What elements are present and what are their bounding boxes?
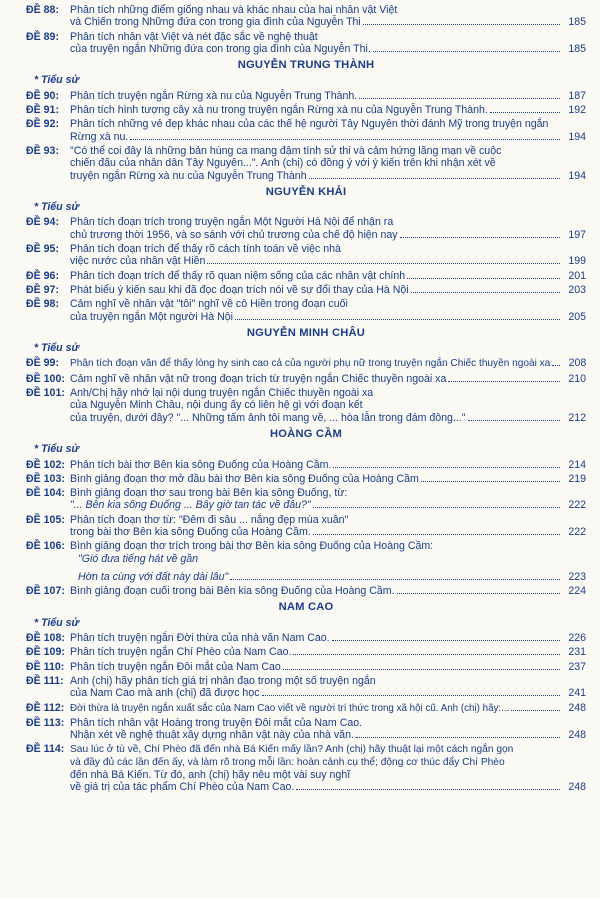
entry-text: trong bài thơ Bên kia sông Đuống của Hoàng Cầm. xyxy=(70,525,311,538)
entry-text: Phân tích bài thơ Bên kia sông Đuống của Hoàng Cầm. xyxy=(70,458,332,471)
entry-text: chủ trương thời 1956, và so sánh với chủ trương của chế độ hiện nay xyxy=(70,228,398,241)
page-number: 187 xyxy=(568,89,586,102)
toc-entry-92[interactable] xyxy=(26,118,586,143)
entry-number: ĐỀ 92: xyxy=(26,118,59,131)
page-number: 226 xyxy=(568,632,586,645)
toc-entry-105[interactable] xyxy=(26,514,586,539)
entry-text: Phân tích nhân vật Hoàng trong truyện Đôi mắt của Nam Cao. xyxy=(70,716,363,729)
entry-text: "Có thể coi đây là những bản hùng ca mang đậm tính sử thi và cảm hứng lãng mạn về cuộc xyxy=(70,144,502,157)
dot-leader xyxy=(468,420,560,421)
entry-number: ĐỀ 111: xyxy=(26,674,64,687)
toc-entry-96[interactable] xyxy=(26,270,586,282)
page-number: 222 xyxy=(568,525,586,538)
toc-entry-103[interactable] xyxy=(26,473,586,485)
page-number: 194 xyxy=(568,130,586,143)
entry-number: ĐỀ 93: xyxy=(26,144,59,157)
toc-entry-90[interactable] xyxy=(26,90,586,102)
entry-text: Bình giảng đoạn thơ mở đầu bài thơ Bên kia sông Đuống của Hoàng Cầm xyxy=(70,472,419,485)
dot-leader xyxy=(411,292,560,293)
toc-entry-99[interactable] xyxy=(26,357,586,370)
dot-leader xyxy=(313,507,560,508)
author-heading: NAM CAO xyxy=(278,601,334,614)
page-number: 248 xyxy=(568,701,586,714)
entry-number: ĐỀ 101: xyxy=(26,387,65,400)
dot-leader xyxy=(293,654,560,655)
entry-text: và Chiến trong Những đứa con trong gia đình của Nguyễn Thi xyxy=(70,16,361,29)
toc-entry-94[interactable] xyxy=(26,216,586,241)
entry-number: ĐỀ 94: xyxy=(26,216,59,229)
entry-text: Cảm nghĩ về nhân vật nữ trong đoạn trích từ truyện ngắn Chiếc thuyền ngoài xa xyxy=(70,372,447,385)
entry-text: Phân tích nhân vật Việt và nét đặc sắc về nghệ thuật xyxy=(70,30,318,43)
page-number: 185 xyxy=(568,16,586,29)
toc-entry-113[interactable] xyxy=(26,717,586,742)
toc-entry-114[interactable] xyxy=(26,743,586,793)
toc-entry-107[interactable] xyxy=(26,585,586,597)
dot-leader xyxy=(283,669,560,670)
entry-text: Phân tích truyện ngắn Rừng xà nu của Nguyễn Trung Thành. xyxy=(70,89,358,102)
toc-entry-108[interactable] xyxy=(26,632,586,644)
toc-entry-109[interactable] xyxy=(26,646,586,658)
entry-text: Phân tích đoạn thơ từ: "Đêm đi sâu ... nắng đẹp mùa xuân" xyxy=(70,513,349,526)
toc-entry-104[interactable] xyxy=(26,487,586,512)
dot-leader xyxy=(333,467,560,468)
biography-label[interactable]: * Tiểu sử xyxy=(34,342,80,355)
entry-text: Anh/Chị hãy nhớ lại nội dung truyện ngắn Chiếc thuyền ngoài xa xyxy=(70,387,374,400)
page-number: 185 xyxy=(568,42,586,55)
entry-number: ĐỀ 112: xyxy=(26,701,65,714)
toc-entry-89[interactable] xyxy=(26,31,586,56)
entry-text: Anh (chị) hãy phân tích giá trị nhân đạo trong một số truyện ngắn xyxy=(70,674,376,687)
toc-entry-93[interactable] xyxy=(26,145,586,182)
entry-number: ĐỀ 114: xyxy=(26,743,65,756)
entry-text: Phân tích đoạn trích trong truyện ngắn Một Người Hà Nội để nhận ra xyxy=(70,216,394,229)
page-number: 208 xyxy=(568,357,587,370)
entry-number: ĐỀ 96: xyxy=(26,269,59,282)
dot-leader xyxy=(262,695,560,696)
dot-leader xyxy=(552,365,560,366)
entry-number: ĐỀ 90: xyxy=(26,89,59,102)
entry-text: Nhận xét về nghệ thuật xây dựng nhân vật này của nhà văn. xyxy=(70,729,354,742)
entry-number: ĐỀ 102: xyxy=(26,458,65,471)
dot-leader xyxy=(207,263,560,264)
toc-entry-110[interactable] xyxy=(26,661,586,673)
biography-label[interactable]: * Tiểu sử xyxy=(34,74,80,87)
dot-leader xyxy=(511,710,560,711)
dot-leader xyxy=(296,789,560,790)
page-number: 199 xyxy=(568,255,586,268)
entry-text: Phân tích đoạn văn để thấy lòng hy sinh cao cả của người phụ nữ trong truyện ngắn Chiếc thuyền ngoài xa xyxy=(70,358,551,370)
entry-number: ĐỀ 104: xyxy=(26,487,65,500)
entry-text: truyện ngắn Rừng xà nu của Nguyễn Trung Thành xyxy=(70,169,307,182)
author-heading: HOÀNG CẦM xyxy=(269,427,343,440)
entry-text: của truyện ngắn Một người Hà Nội xyxy=(70,310,234,323)
dot-leader xyxy=(313,534,560,535)
dot-leader xyxy=(130,139,560,140)
dot-leader xyxy=(373,51,560,52)
entry-text: Bình giảng đoạn thơ sau trong bài Bên kia sông Đuống, từ: xyxy=(70,487,348,500)
entry-text: Phân tích những điểm giống nhau và khác nhau của hai nhân vật Việt xyxy=(70,4,398,16)
entry-text: của truyện, dưới đây? "... Những tấm ảnh tôi mang về, ... hòa lẫn trong đám đông..." xyxy=(70,411,466,424)
entry-text: Phân tích đoạn trích để thấy rõ quan niệm sống của các nhân vật chính xyxy=(70,269,406,282)
page-number: 192 xyxy=(568,104,586,117)
entry-text: Phân tích đoạn trích để thấy rõ cách tính toán về việc nhà xyxy=(70,243,341,256)
entry-text: Phân tích hình tượng cây xà nu trong truyện ngắn Rừng xà nu của Nguyễn Trung Thành. xyxy=(70,104,488,117)
page-number: 222 xyxy=(568,499,586,512)
page-number: 223 xyxy=(568,570,586,583)
dot-leader xyxy=(407,278,560,279)
page-number: 197 xyxy=(568,228,586,241)
entry-text: về giá trị của tác phẩm Chí Phèo của Nam Cao. xyxy=(70,781,295,794)
page-number: 212 xyxy=(568,411,586,424)
entry-text: Rừng xà nu. xyxy=(70,130,129,143)
entry-text: Bình giảng đoạn thơ trích trong bài thơ Bên kia sông Đuống của Hoàng Cầm: xyxy=(70,540,434,553)
page-number: 248 xyxy=(568,729,586,742)
entry-text: của Nam Cao mà anh (chị) đã được học xyxy=(70,687,260,700)
entry-text: Phát biểu ý kiến sau khi đã đọc đoạn trích nói về sự đổi thay của Hà Nội xyxy=(70,283,409,296)
entry-text: Cảm nghĩ về nhân vật "tôi" nghĩ về cô Hiền trong đoạn cuối xyxy=(70,298,348,311)
page-number: 224 xyxy=(568,585,586,598)
toc-entry-112[interactable] xyxy=(26,702,586,715)
entry-number: ĐỀ 95: xyxy=(26,243,59,256)
entry-text: Phân tích những vẻ đẹp khác nhau của các thế hệ người Tây Nguyên thời đánh Mỹ trong truyện ngắn xyxy=(70,118,549,131)
entry-number: ĐỀ 100: xyxy=(26,372,65,385)
dot-leader xyxy=(400,237,560,238)
author-heading: NGUYỄN TRUNG THÀNH xyxy=(237,59,375,72)
page-number: 194 xyxy=(568,169,586,182)
entry-text: Sau lúc ở tù về, Chí Phèo đã đến nhà Bá Kiến mấy lần? Anh (chị) hãy thuật lại một cách ngắn gọn xyxy=(70,744,514,756)
entry-text: của Nguyễn Minh Châu, nội dung ấy có liên hệ gì với đoạn kết xyxy=(70,399,363,412)
author-heading: NGUYỄN KHẢI xyxy=(265,185,347,198)
toc-entry-97[interactable] xyxy=(26,284,586,296)
entry-number: ĐỀ 103: xyxy=(26,472,65,485)
page-number: 210 xyxy=(568,372,586,385)
entry-text: Bình giảng đoạn cuối trong bài Bên kia sông Đuống của Hoàng Cầm. xyxy=(70,585,395,598)
dot-leader xyxy=(309,178,560,179)
dot-leader xyxy=(490,112,560,113)
entry-text: Phân tích truyện ngắn Chí Phèo của Nam Cao. xyxy=(70,646,292,659)
toc-entry-95[interactable] xyxy=(26,243,586,268)
dot-leader xyxy=(356,737,560,738)
entry-number: ĐỀ 89: xyxy=(26,30,59,43)
entry-text: và đầy đủ các lần đến ấy, và làm rõ trong mỗi lần: hoàn cảnh cụ thể; động cơ thúc đẩy Chí Phèo xyxy=(70,756,505,768)
poem-quote-line: Hờn ta cùng với đất này dài lâu" xyxy=(78,570,229,583)
entry-number: ĐỀ 108: xyxy=(26,632,65,645)
biography-label[interactable]: * Tiểu sử xyxy=(34,443,80,456)
toc-entry-102[interactable] xyxy=(26,459,586,471)
dot-leader xyxy=(235,319,560,320)
toc-entry-101[interactable] xyxy=(26,387,586,424)
entry-text: Phân tích truyện ngắn Đôi mắt của Nam Cao xyxy=(70,660,281,673)
entry-text: chiến đấu của nhân dân Tây Nguyên...". Anh (chị) có đồng ý với ý kiến trên khi nhận xét về xyxy=(70,157,496,170)
toc-entry-111[interactable] xyxy=(26,675,586,700)
page-number: 201 xyxy=(568,269,586,282)
poem-quote: "Gió đưa tiếng hát về gần xyxy=(78,552,199,565)
entry-number: ĐỀ 113: xyxy=(26,716,65,729)
page-number: 241 xyxy=(568,687,586,700)
entry-number: ĐỀ 109: xyxy=(26,646,65,659)
entry-text: của truyện ngắn Những đứa con trong gia đình của Nguyễn Thi. xyxy=(70,42,371,55)
entry-number: ĐỀ 98: xyxy=(26,298,59,311)
dot-leader xyxy=(332,640,560,641)
toc-entry-100[interactable] xyxy=(26,373,586,385)
poem-quote xyxy=(26,571,586,583)
entry-text: Đời thừa là truyện ngắn xuất sắc của Nam Cao viết về người trí thức trong xã hội cũ. Anh (chị) hãy:... xyxy=(70,702,510,714)
dot-leader xyxy=(230,579,560,580)
dot-leader xyxy=(359,98,560,99)
entry-number: ĐỀ 97: xyxy=(26,283,59,296)
author-heading: NGUYỄN MINH CHÂU xyxy=(246,326,366,339)
page-number: 231 xyxy=(568,646,586,659)
dot-leader xyxy=(363,24,560,25)
biography-label[interactable]: * Tiểu sử xyxy=(34,201,80,214)
dot-leader xyxy=(421,481,560,482)
entry-number: ĐỀ 105: xyxy=(26,513,65,526)
page-number: 203 xyxy=(568,283,586,296)
dot-leader xyxy=(448,381,560,382)
entry-text: đến nhà Bá Kiến. Từ đó, anh (chị) hãy nêu một vài suy nghĩ xyxy=(70,769,351,782)
biography-label[interactable]: * Tiểu sử xyxy=(34,616,80,629)
entry-text: Phân tích truyện ngắn Đời thừa của nhà văn Nam Cao. xyxy=(70,632,330,645)
entry-number: ĐỀ 91: xyxy=(26,104,59,117)
entry-number: ĐỀ 106: xyxy=(26,540,65,553)
page-number: 237 xyxy=(568,660,586,673)
toc-entry-98[interactable] xyxy=(26,298,586,323)
entry-number: ĐỀ 110: xyxy=(26,660,65,673)
entry-number: ĐỀ 99: xyxy=(26,357,59,370)
page-number: 205 xyxy=(568,310,586,323)
page-number: 214 xyxy=(568,458,586,471)
entry-number: ĐỀ 107: xyxy=(26,585,65,598)
entry-text: "... Bên kia sông Đuống ... Bây giờ tan tác về đâu?" xyxy=(70,499,311,512)
page-number: 248 xyxy=(568,781,586,794)
entry-text: việc nước của nhân vật Hiền xyxy=(70,255,206,268)
toc-entry-106[interactable] xyxy=(26,540,586,583)
toc-entry-91[interactable] xyxy=(26,104,586,116)
toc-entry-88[interactable] xyxy=(26,4,586,29)
page-number: 219 xyxy=(568,472,586,485)
entry-number: ĐỀ 88: xyxy=(26,4,59,16)
dot-leader xyxy=(397,593,560,594)
